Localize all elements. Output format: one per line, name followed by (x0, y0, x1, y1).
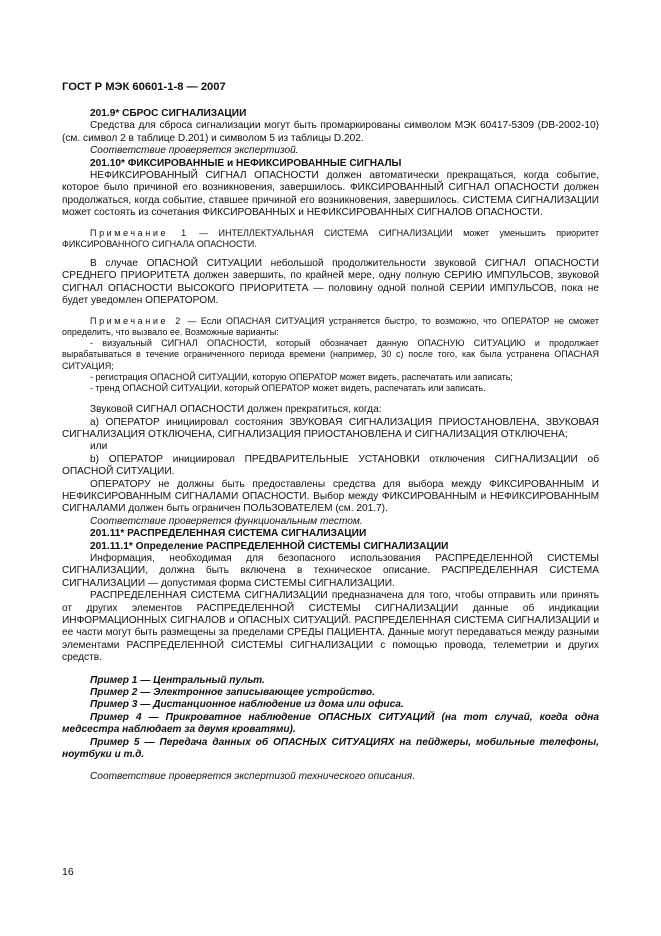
compliance-note: Соответствие проверяется функциональным тестом. (90, 515, 363, 527)
paragraph: Средства для сброса сигнализации могут быть промаркированы символом МЭК 60417-5309 (DB-2002-10) (см. символ 2 в таблице D.201) и символом 5 из таблицы D.202. (62, 120, 599, 144)
section-heading-201-11: 201.11* РАСПРЕДЕЛЕННАЯ СИСТЕМА СИГНАЛИЗАЦИИ (90, 528, 367, 540)
paragraph: В случае ОПАСНОЙ СИТУАЦИИ небольшой продолжительности звуковой СИГНАЛ ОПАСНОСТИ СРЕДНЕГО ПРИОРИТЕТА должен завершить, по крайней мере, одну полную СЕРИЮ ИМПУЛЬСОВ, звуковой СИГНАЛ ОПАСНОСТИ ВЫСОКОГО ПРИОРИТЕТА — половину одной полной СЕРИИ ИМПУЛЬСОВ, пока не будет уведомлен ОПЕРАТОРОМ. (62, 258, 599, 307)
note-prefix: Примечание 2 (90, 315, 183, 326)
example-item: Пример 4 — Прикроватное наблюдение ОПАСНЫХ СИТУАЦИЙ (на тот случай, когда одна медсестра наблюдает за двумя кроватями). (62, 711, 599, 736)
section-heading-201-9: 201.9* СБРОС СИГНАЛИЗАЦИИ (90, 108, 247, 119)
paragraph: ОПЕРАТОРУ не должны быть предоставлены средства для выбора между ФИКСИРОВАННЫМ И НЕФИКСИРОВАННЫМ СИГНАЛАМИ ОПАСНОСТИ. Выбор между ФИКСИРОВАННЫМ и НЕФИКСИРОВАННЫМ СИГНАЛАМИ должен быть ограничен ПОЛЬЗОВАТЕЛЕМ (см. 201.7). (62, 478, 599, 515)
note-item: - тренд ОПАСНОЙ СИТУАЦИИ, который ОПЕРАТОР может видеть, распечатать или записать. (90, 382, 486, 393)
page-number: 16 (62, 866, 74, 878)
example-item: Пример 1 — Центральный пульт. (90, 674, 265, 686)
example-item: Пример 3 — Дистанционное наблюдение из дома или офиса. (90, 699, 404, 711)
note-prefix: Примечание 1 (90, 227, 189, 238)
note-text: — Если ОПАСНАЯ СИТУАЦИЯ устраняется быстро, то возможно, что ОПЕРАТОР не сможет определить, что вызвало ее. Возможные варианты: (62, 315, 599, 337)
compliance-note: Соответствие проверяется экспертизой технического описания. (90, 771, 416, 783)
paragraph: РАСПРЕДЕЛЕННАЯ СИСТЕМА СИГНАЛИЗАЦИИ предназначена для того, чтобы отправить или принять от других элементов РАСПРЕДЕЛЕННОЙ СИСТЕМЫ СИГНАЛИЗАЦИИ данные об индикации ИНФОРМАЦИОННЫХ СИГНАЛОВ и ОПАСНЫХ СИТУАЦИЙ. РАСПРЕДЕЛЕННАЯ СИСТЕМА СИГНАЛИЗАЦИИ и ее части могут быть размещены за пределами СРЕДЫ ПАЦИЕНТА. Данные могут передаваться между разными элементами РАСПРЕДЕЛЕННОЙ СИСТЕМЫ СИГНАЛИЗАЦИИ с помощью провода, телеметрии и других средств. (62, 590, 599, 664)
paragraph: НЕФИКСИРОВАННЫЙ СИГНАЛ ОПАСНОСТИ должен автоматически прекращаться, когда событие, которое было причиной его возникновения, завершилось. ФИКСИРОВАННЫЙ СИГНАЛ ОПАСНОСТИ должен продолжаться, когда событие, ставшее причиной его возникновения, завершилось. СИСТЕМА СИГНАЛИЗАЦИИ может состоять из сочетания ФИКСИРОВАННЫХ и НЕФИКСИРОВАННЫХ СИГНАЛОВ ОПАСНОСТИ. (62, 170, 599, 219)
note-item: - визуальный СИГНАЛ ОПАСНОСТИ, который обозначает данную ОПАСНУЮ СИТУАЦИЮ и продолжает вырабатываться в течение ограниченного периода времени (например, 30 с) после того, как была устранена ОПАСНАЯ СИТУАЦИЯ; (62, 338, 599, 371)
paragraph: Звуковой СИГНАЛ ОПАСНОСТИ должен прекратиться, когда: (90, 404, 382, 416)
note-item: - регистрация ОПАСНОЙ СИТУАЦИИ, которую ОПЕРАТОР может видеть, распечатать или записать; (90, 371, 513, 382)
note-1 (62, 228, 599, 250)
example-item: Пример 2 — Электронное записывающее устройство. (90, 687, 376, 699)
list-connector: или (90, 441, 108, 453)
paragraph: Информация, необходимая для безопасного использования РАСПРЕДЕЛЕННОЙ СИСТЕМЫ СИГНАЛИЗАЦИИ, должна быть включена в техническое описание. РАСПРЕДЕЛЕННАЯ СИСТЕМА СИГНАЛИЗАЦИИ — допустимая форма СИСТЕМЫ СИГНАЛИЗАЦИИ. (62, 552, 599, 589)
section-heading-201-10: 201.10* ФИКСИРОВАННЫЕ и НЕФИКСИРОВАННЫЕ СИГНАЛЫ (90, 157, 402, 169)
list-item-b: b) ОПЕРАТОР инициировал ПРЕДВАРИТЕЛЬНЫЕ УСТАНОВКИ отключения СИГНАЛИЗАЦИИ об ОПАСНОЙ СИТУАЦИИ. (62, 453, 599, 478)
note-2 (62, 316, 599, 338)
compliance-note: Соответствие проверяется экспертизой. (90, 145, 299, 157)
note-text: — ИНТЕЛЛЕКТУАЛЬНАЯ СИСТЕМА СИГНАЛИЗАЦИИ может уменьшить приоритет ФИКСИРОВАННОГО СИГНАЛА ОПАСНОСТИ. (62, 227, 599, 249)
document-body (62, 108, 599, 784)
example-item: Пример 5 — Передача данных об ОПАСНЫХ СИТУАЦИЯХ на пейджеры, мобильные телефоны, ноутбуки и т.д. (62, 736, 599, 761)
document-header: ГОСТ Р МЭК 60601-1-8 — 2007 (62, 81, 226, 93)
subsection-heading-201-11-1: 201.11.1* Определение РАСПРЕДЕЛЕННОЙ СИСТЕМЫ СИГНАЛИЗАЦИИ (90, 540, 449, 552)
list-item-a: а) ОПЕРАТОР инициировал состояния ЗВУКОВАЯ СИГНАЛИЗАЦИЯ ПРИОСТАНОВЛЕНА, ЗВУКОВАЯ СИГНАЛИЗАЦИЯ ОТКЛЮЧЕНА, СИГНАЛИЗАЦИЯ ПРИОСТАНОВЛЕНА И СИГНАЛИЗАЦИЯ ОТКЛЮЧЕНА; (62, 416, 599, 440)
